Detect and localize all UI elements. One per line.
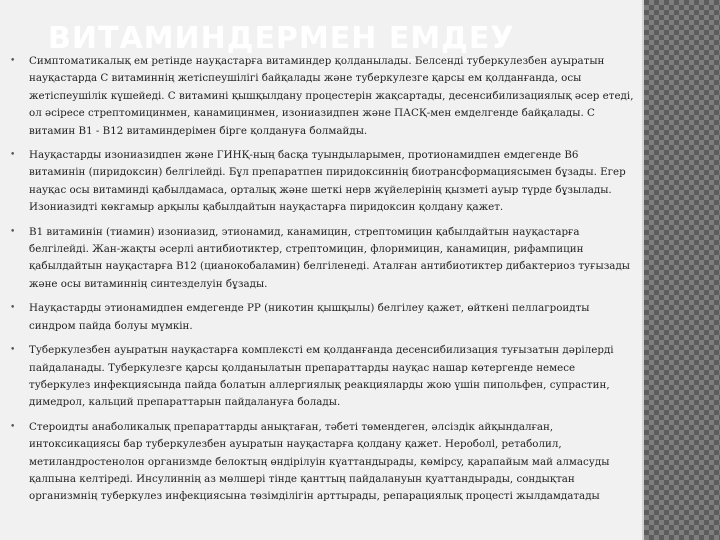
bullet-paragraph [10, 342, 638, 412]
paragraph-text: Науқастарды этионамидпен емдегенде РР (никотин қышқылы) белгілеу қажет, өйткені пеллагроидты синдром пайда болуы мүмкін. [29, 302, 590, 332]
bullet-paragraph [10, 300, 638, 335]
bullet-icon: • [10, 226, 16, 237]
bullet-icon: • [10, 150, 16, 161]
bullet-icon: • [10, 345, 16, 356]
paragraph-text: В1 витаминін (тиамин) изониазид, этионамид, канамицин, стрептомицин қабылдайтын науқастарға белгілейді. Жан-жақты әсерлі антибиотиктер, стрептомицин, флоримицин, канамицин, рифампицин қабылдайтын науқастарға В12 (цианокобаламин) белгіленеді. Аталған антибиотиктер дибактериоз туғызады және осы витаминнің синтезделуін бұзады. [29, 225, 630, 290]
bullet-icon: • [10, 421, 16, 432]
slide-title: ВИТАМИНДЕРМЕН ЕМДЕУ [48, 21, 515, 56]
bullet-paragraph [10, 224, 638, 294]
slide-content [10, 53, 638, 513]
bullet-paragraph [10, 53, 638, 140]
paragraph-text: Туберкулезбен ауыратын науқастарға комплексті ем қолданғанда десенсибилизация туғызатын дәрілерді пайдаланады. Туберкулезге қарсы қолданылатын препараттарды науқас нашар көтергенде немесе туберкулез инфекциясында пайда болатын аллергиялық реакцияларды жою үшін пипольфен, супрастин, димедрол, кальций препараттарын пайдалануға болады. [29, 344, 614, 409]
decorative-side-panel [644, 0, 720, 540]
paragraph-text: Науқастарды изониазидпен және ГИНҚ-ның басқа туындыларымен, протионамидпен емдегенде В6 витаминін (пиридоксин) белгілейді. Бұл препаратпен пиридоксиннің биотрансформациясымен бұзады. Егер науқас осы витаминді қабылдамаса, орталық және шеткі нерв жүйелерінің қызметі ауыр түрде бұзылады. Изониазидті көкгамыр арқылы қабылдайтын науқастарға пиридоксин қолдану қажет. [29, 149, 626, 214]
paragraph-text: Стероидты анаболикалық препараттарды анықтаған, тәбеті төмендеген, әлсіздік айқындалған, интоксикациясы бар туберкулезбен ауыратын науқастарға қолдану қажет. Нероболl, ретаболил, метиландростенолон организмде белоктың өндірілуін күаттандырады, көміpcy, қарапайым май алмасуды қалпына келтіреді. Инсулиннің аз мөлшері тінде қанттың пайдалануын қуаттандырады, сондықтан организмнің туберкулез инфекциясына төзімділігін арттырады, репарациялық процесті жылдамдатады [29, 420, 610, 503]
bullet-icon: • [10, 303, 16, 314]
paragraph-text: Симптоматикалық ем ретінде науқастарға витаминдер қолданылады. Белсенді туберкулезбен ауыратын науқастарда С витаминнің жетіспеушілігі байқалады және туберкулезге қарсы ем қолданғанда, осы жетіспеушілік күшейеді. С витамині қышқылдану процестерін жақсартады, десенсибилизациялық әсер етеді, ол әсіресе стрептомицинмен, канамицинмен, изониазидпен және ПАСҚ-мен емделгенде байқалады. С витамин В1 - В12 витаминдерімен бірге қолдануға болмайды. [29, 55, 634, 137]
bullet-icon: • [10, 56, 16, 66]
bullet-paragraph [10, 147, 638, 217]
bullet-paragraph [10, 419, 638, 506]
